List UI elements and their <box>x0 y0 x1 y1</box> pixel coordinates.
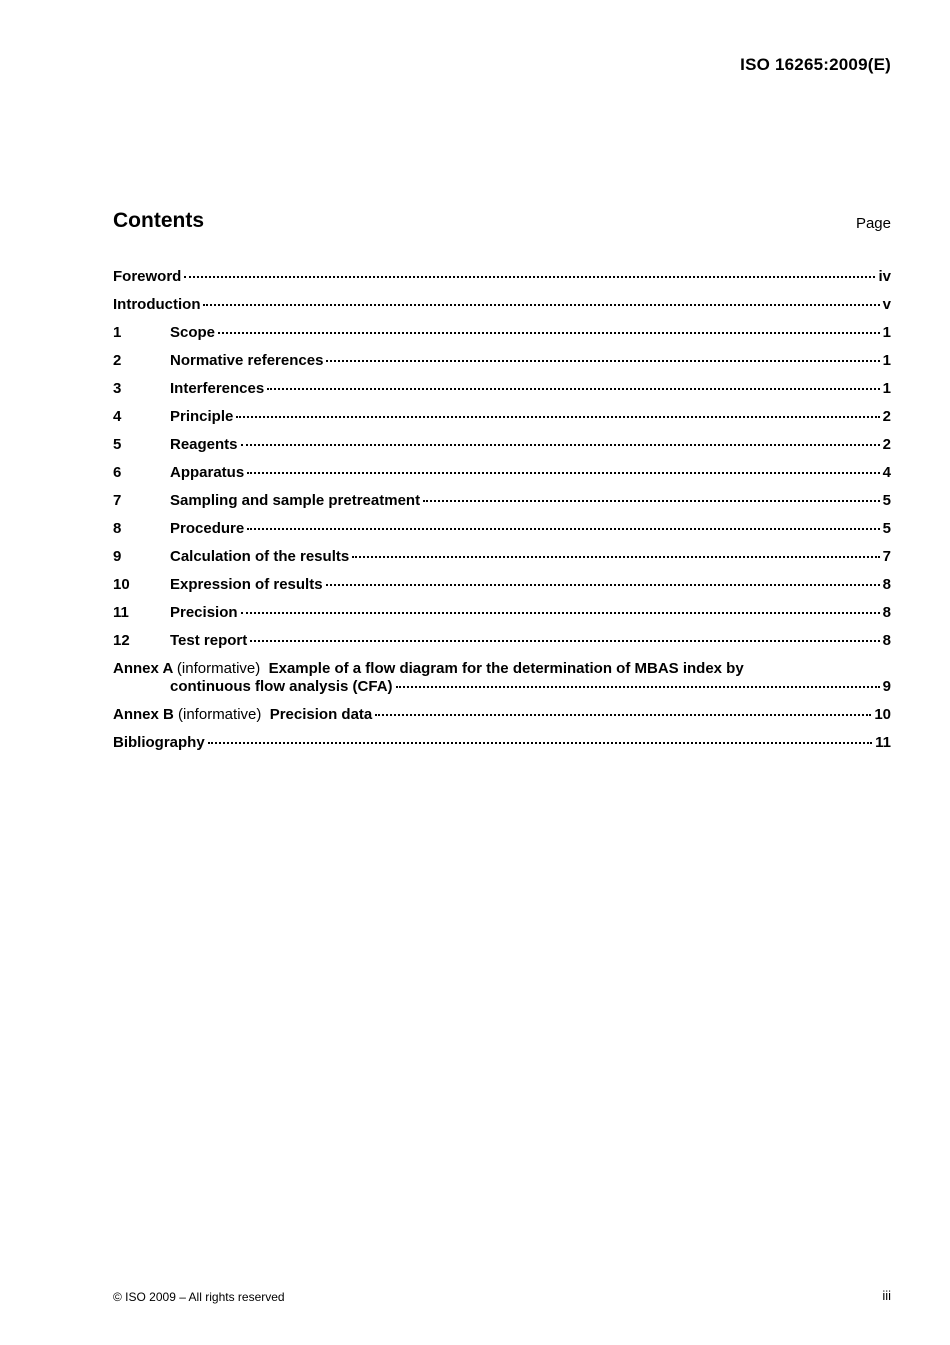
toc-entry-number: 6 <box>113 464 122 481</box>
toc-entry-title: Introduction <box>113 296 201 313</box>
toc-entry-page: 2 <box>882 436 891 453</box>
table-of-contents <box>113 268 891 762</box>
toc-entry-title: Expression of results <box>170 576 323 593</box>
leader-dots <box>267 388 879 390</box>
toc-entry-bibliography[interactable] <box>113 734 891 762</box>
toc-entry-title: Precision <box>170 604 238 621</box>
leader-dots <box>352 556 879 558</box>
leader-dots <box>326 584 880 586</box>
toc-entry-page: 7 <box>882 548 891 565</box>
toc-entry-page: 5 <box>882 520 891 537</box>
toc-entry-number: 10 <box>113 576 130 593</box>
toc-entry-expression[interactable] <box>113 576 891 604</box>
toc-entry-calculation[interactable] <box>113 548 891 576</box>
leader-dots <box>218 332 880 334</box>
leader-dots <box>203 304 879 306</box>
leader-dots <box>247 472 879 474</box>
toc-entry-title: Procedure <box>170 520 245 537</box>
toc-entry-annex-a[interactable] <box>113 660 891 706</box>
toc-entry-title: Sampling and sample pretreatment <box>170 492 421 509</box>
toc-entry-page: 11 <box>875 734 891 751</box>
leader-dots <box>241 444 880 446</box>
toc-entry-title: Reagents <box>170 436 238 453</box>
toc-entry-page: 8 <box>882 604 891 621</box>
toc-entry-apparatus[interactable] <box>113 464 891 492</box>
leader-dots <box>375 714 871 716</box>
toc-entry-number: 8 <box>113 520 122 537</box>
toc-entry-precision[interactable] <box>113 604 891 632</box>
leader-dots <box>250 640 879 642</box>
footer-copyright: © ISO 2009 – All rights reserved <box>113 1290 285 1304</box>
toc-entry-title: Foreword <box>113 268 182 285</box>
annex-a-title-line1: Example of a flow diagram for the determination of MBAS index by <box>268 660 744 677</box>
toc-entry-annex-b[interactable] <box>113 706 891 734</box>
toc-entry-scope[interactable] <box>113 324 891 352</box>
leader-dots <box>208 742 872 744</box>
toc-entry-principle[interactable] <box>113 408 891 436</box>
toc-entry-title: Test report <box>170 632 248 649</box>
toc-entry-title: Normative references <box>170 352 324 369</box>
toc-entry-normative-references[interactable] <box>113 352 891 380</box>
toc-entry-introduction[interactable] <box>113 296 891 324</box>
toc-entry-interferences[interactable] <box>113 380 891 408</box>
leader-dots <box>423 500 880 502</box>
leader-dots <box>184 276 875 278</box>
leader-dots <box>326 360 879 362</box>
document-id: ISO 16265:2009(E) <box>740 55 891 74</box>
toc-entry-title: Principle <box>170 408 234 425</box>
footer-page-number: iii <box>882 1288 891 1303</box>
toc-entry-number: 9 <box>113 548 122 565</box>
toc-entry-title: Calculation of the results <box>170 548 350 565</box>
toc-entry-number: 7 <box>113 492 122 509</box>
toc-entry-page: v <box>882 296 891 313</box>
toc-entry-page: 5 <box>882 492 891 509</box>
toc-entry-page: 1 <box>882 324 891 341</box>
leader-dots <box>236 416 879 418</box>
toc-entry-page: 4 <box>882 464 891 481</box>
toc-entry-number: 5 <box>113 436 122 453</box>
toc-entry-number: 3 <box>113 380 122 397</box>
annex-a-title-line2: continuous flow analysis (CFA) <box>170 678 393 695</box>
toc-entry-page: 1 <box>882 352 891 369</box>
annex-a-page: 9 <box>882 678 891 695</box>
leader-dots <box>241 612 880 614</box>
toc-entry-number: 12 <box>113 632 130 649</box>
toc-entry-page: 1 <box>882 380 891 397</box>
contents-heading: Contents <box>113 209 204 232</box>
annex-a-kind: (informative) <box>176 660 261 677</box>
toc-entry-title: Apparatus <box>170 464 245 481</box>
annex-b-kind: (informative) <box>178 706 262 723</box>
page-column-label: Page <box>855 215 891 232</box>
leader-dots <box>396 686 880 688</box>
toc-entry-procedure[interactable] <box>113 520 891 548</box>
leader-dots <box>247 528 879 530</box>
toc-entry-test-report[interactable] <box>113 632 891 660</box>
toc-entry-page: iv <box>878 268 891 285</box>
annex-b-label: Annex B <box>113 706 174 723</box>
toc-entry-title: Bibliography <box>113 734 205 751</box>
toc-entry-number: 2 <box>113 352 122 369</box>
toc-entry-title: Interferences <box>170 380 265 397</box>
toc-entry-sampling[interactable] <box>113 492 891 520</box>
toc-entry-foreword[interactable] <box>113 268 891 296</box>
toc-entry-page: 8 <box>882 632 891 649</box>
toc-entry-page: 8 <box>882 576 891 593</box>
annex-a-label: Annex A <box>113 660 173 677</box>
toc-entry-number: 4 <box>113 408 122 425</box>
annex-b-title: Precision data <box>269 706 373 723</box>
toc-entry-page: 2 <box>882 408 891 425</box>
toc-entry-number: 11 <box>113 604 129 621</box>
toc-entry-reagents[interactable] <box>113 436 891 464</box>
annex-b-page: 10 <box>874 706 891 723</box>
toc-entry-title: Scope <box>170 324 216 341</box>
toc-entry-number: 1 <box>113 324 122 341</box>
